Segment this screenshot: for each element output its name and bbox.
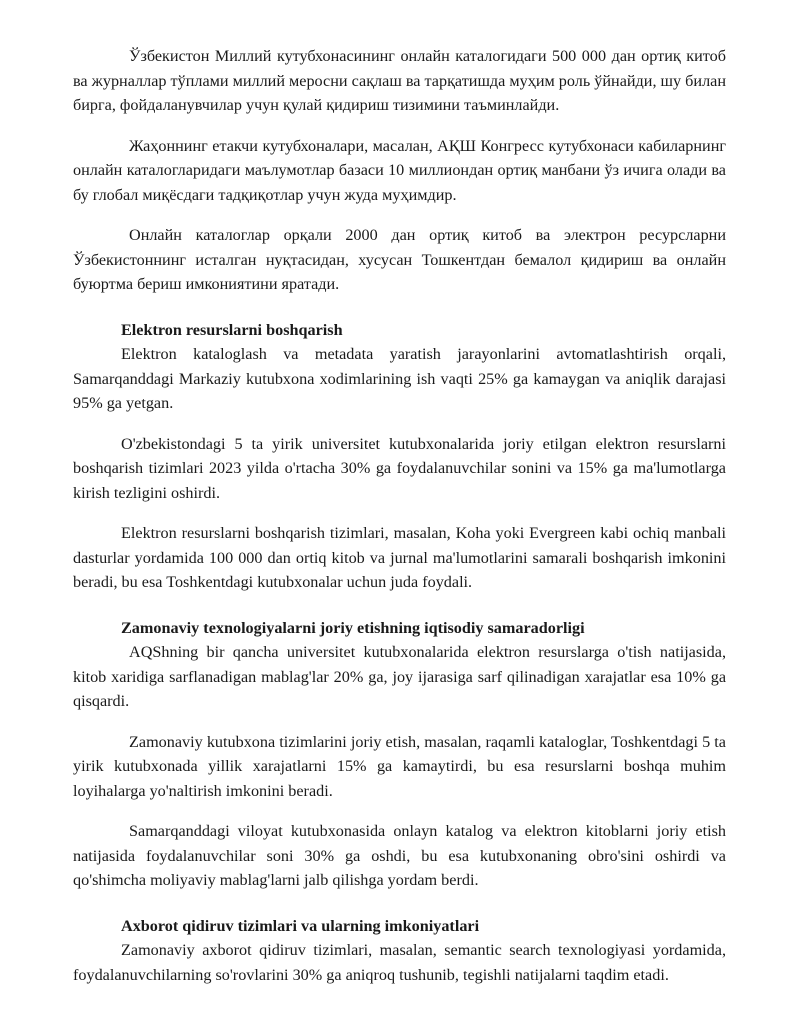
- paragraph-open-source-systems: Elektron resurslarni boshqarish tizimlari, masalan, Koha yoki Evergreen kabi ochiq manbali dasturlar yordamida 100 000 dan ortiq kitob va jurnal ma'lumotlarini samarali boshqarish imkonini beradi, bu esa Toshkentdagi kutubxonalar uchun juda foydali.: [73, 524, 726, 591]
- paragraph-tashkent-libraries: Zamonaviy kutubxona tizimlarini joriy etish, masalan, raqamli kataloglar, Toshkentdagi 5 ta yirik kutubxonada yillik xarajatlarni 15% ga kamaytirdi, bu esa resurslarni boshqa muhim loyihalarga yo'naltirish imkonini beradi.: [73, 732, 726, 800]
- paragraph-university-libraries: O'zbekistondagi 5 ta yirik universitet kutubxonalarida joriy etilgan elektron resurslarni boshqarish tizimlari 2023 yilda o'rtacha 30% ga foydalanuvchilar sonini va 15% ga ma'lumotlarga kirish tezligini oshirdi.: [73, 434, 726, 502]
- paragraph-semantic-search: Zamonaviy axborot qidiruv tizimlari, masalan, semantic search texnologiyasi yordamida, foydalanuvchilarning so'rovlarini 30% ga aniqroq tushunib, tegishli natijalarni taqdim etadi.: [73, 941, 726, 984]
- heading-economic-efficiency: Zamonaviy texnologiyalarni joriy etishning iqtisodiy samaradorligi: [121, 618, 585, 637]
- paragraph-world-libraries: Жаҳоннинг етакчи кутубхоналари, масалан, АҚШ Конгресс кутубхонаси кабиларнинг онлайн каталогларидаги маълумотлар базаси 10 миллиондан ортиқ манбани ўз ичига олади ва бу глобал миқёсдаги тадқиқотлар учун жуда муҳимдир.: [73, 136, 726, 204]
- paragraph-samarkand-regional-library: Samarqanddagi viloyat kutubxonasida onlayn katalog va elektron kitoblarni joriy etish natijasida foydalanuvchilar soni 30% ga oshdi, bu esa kutubxonaning obro'sini oshirdi va qo'shimcha moliyaviy mablag'larni jalb qilishga yordam berdi.: [73, 822, 726, 889]
- paragraph-national-library: Ўзбекистон Миллий кутубхонасининг онлайн каталогидаги 500 000 дан ортиқ китоб ва журналлар тўплами миллий меросни сақлаш ва тарқатишда муҳим роль ўйнайди, шу билан бирга, фойдаланувчилар учун қулай қидириш тизимини таъминлайди.: [73, 47, 726, 114]
- heading-search-systems: Axborot qidiruv tizimlari va ularning imkoniyatlari: [121, 916, 480, 935]
- heading-electronic-resources: Elektron resurslarni boshqarish: [121, 320, 343, 339]
- paragraph-cataloging-automation: Elektron kataloglash va metadata yaratish jarayonlarini avtomatlashtirish orqali, Samarqanddagi Markaziy kutubxona xodimlarining ish vaqti 25% ga kamaygan va aniqlik darajasi 95% ga yetgan.: [73, 345, 726, 412]
- document-page: [73, 44, 726, 987]
- paragraph-usa-libraries: AQShning bir qancha universitet kutubxonalarida elektron resurslarga o'tish natijasida, kitob xaridiga sarflanadigan mablag'lar 20% ga, joy ijarasiga sarf qilinadigan xarajatlar esa 10% ga qisqardi.: [73, 643, 726, 710]
- paragraph-online-catalogs: Онлайн каталоглар орқали 2000 дан ортиқ китоб ва электрон ресурсларни Ўзбекистоннинг исталган нуқтасидан, хусусан Тошкентдан бемалол қидириш ва онлайн буюртма бериш имкониятини яратади.: [73, 226, 726, 293]
